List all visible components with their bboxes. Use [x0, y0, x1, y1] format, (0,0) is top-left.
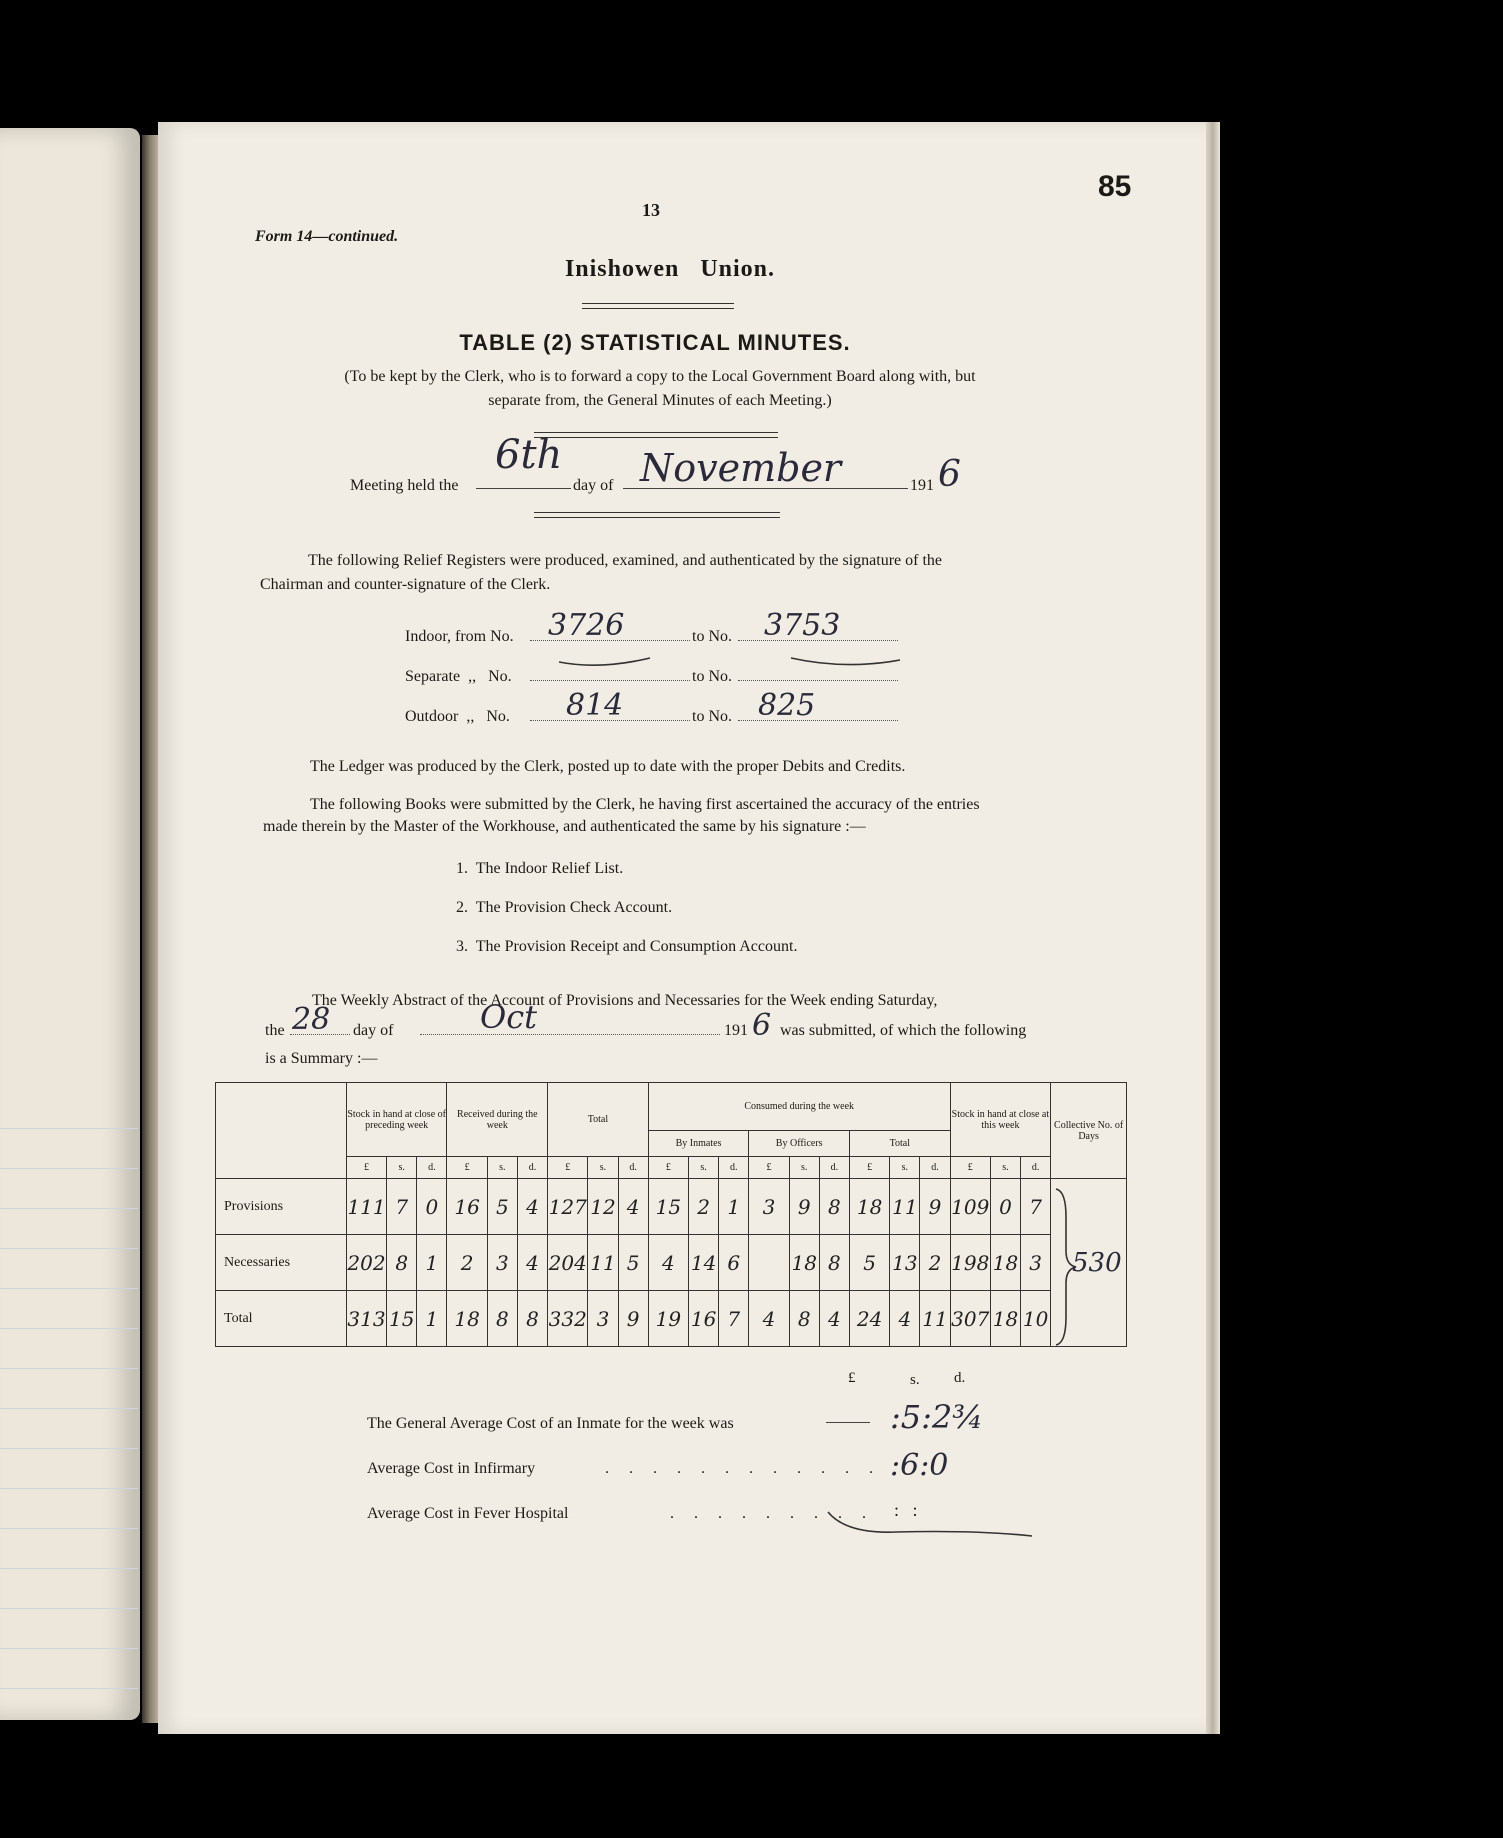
meeting-day: 6th [495, 432, 563, 478]
outdoor-label: Outdoor ,, No. [405, 708, 510, 725]
abstract-year-prefix: 191 [724, 1022, 748, 1039]
fever-hospital-value: : : [894, 1500, 918, 1520]
table-cell: 8 [387, 1235, 417, 1291]
indoor-label: Indoor, from No. [405, 628, 514, 645]
table-cell: 3 [749, 1179, 789, 1235]
table-cell: 6 [719, 1235, 749, 1291]
row-label-header [216, 1083, 347, 1179]
hdr-lsd-l: £ [648, 1157, 688, 1179]
table-cell: 111 [346, 1179, 386, 1235]
table-cell: 4 [517, 1235, 547, 1291]
abstract-submitted: was submitted, of which the following [780, 1022, 1027, 1039]
table-cell: 24 [849, 1291, 889, 1347]
table-cell: 5 [487, 1179, 517, 1235]
avg-l-header: £ [848, 1370, 856, 1386]
hdr-stock-this: Stock in hand at close at this week [950, 1083, 1051, 1157]
table-cell: 13 [890, 1235, 920, 1291]
hdr-lsd-d: d. [719, 1157, 749, 1179]
table-cell: 3 [1021, 1235, 1051, 1291]
table-cell: 1 [417, 1235, 447, 1291]
hdr-lsd-l: £ [950, 1157, 990, 1179]
hdr-lsd-l: £ [346, 1157, 386, 1179]
abstract-day: 28 [292, 1002, 331, 1037]
table-cell: 307 [950, 1291, 990, 1347]
table-cell: 2 [447, 1235, 487, 1291]
table-cell: 11 [588, 1235, 618, 1291]
outdoor-to: 825 [758, 688, 816, 723]
table-cell: 202 [346, 1235, 386, 1291]
abstract-month: Oct [480, 998, 538, 1036]
meeting-held-label: Meeting held the [350, 477, 459, 494]
table-cell: 4 [819, 1291, 849, 1347]
table-cell: 18 [990, 1235, 1020, 1291]
book-item-3: 3. The Provision Receipt and Consumption Account. [456, 938, 798, 955]
table-cell: 1 [719, 1179, 749, 1235]
table-cell: 10 [1021, 1291, 1051, 1347]
table-cell: 14 [688, 1235, 718, 1291]
table-cell: 2 [688, 1179, 718, 1235]
table-cell: 9 [920, 1179, 950, 1235]
table-cell: 198 [950, 1235, 990, 1291]
indoor-to-label: to No. [692, 628, 732, 645]
table-cell: 7 [387, 1179, 417, 1235]
title-rule [582, 303, 734, 309]
table-row [216, 1235, 1127, 1291]
general-average-value: :5:2¾ [890, 1398, 984, 1436]
table-row [216, 1179, 1127, 1235]
hdr-by-inmates: By Inmates [648, 1131, 749, 1157]
table-cell: 0 [990, 1179, 1020, 1235]
infirmary-label: Average Cost in Infirmary [367, 1460, 536, 1477]
separate-dash-marks [555, 652, 905, 672]
table-cell: 4 [517, 1179, 547, 1235]
general-average-label: The General Average Cost of an Inmate for the week was [367, 1415, 734, 1432]
instruction-line-1: (To be kept by the Clerk, who is to forward a copy to the Local Government Board along with, but [344, 368, 976, 385]
weekly-abstract-table [215, 1082, 1127, 1347]
left-page [0, 128, 140, 1720]
registers-intro-2: Chairman and counter-signature of the Clerk. [260, 576, 551, 593]
row-label: Necessaries [216, 1235, 347, 1291]
document-page [158, 122, 1216, 1734]
infirmary-dots: ............ [605, 1460, 893, 1477]
year-prefix: 191 [910, 477, 934, 494]
printed-page-number: 13 [642, 200, 660, 220]
book-item-1: 1. The Indoor Relief List. [456, 860, 624, 877]
instruction-line-2: separate from, the General Minutes of each Meeting.) [488, 392, 832, 409]
row-label: Provisions [216, 1179, 347, 1235]
indoor-from: 3726 [548, 608, 625, 643]
table-cell: 15 [387, 1291, 417, 1347]
avg-s-header: s. [910, 1372, 920, 1388]
hdr-received: Received during the week [447, 1083, 548, 1157]
table-cell: 15 [648, 1179, 688, 1235]
abstract-year: 6 [752, 1008, 772, 1043]
hdr-stock-prev: Stock in hand at close of preceding week [346, 1083, 447, 1157]
infirmary-value: :6:0 [890, 1448, 949, 1483]
table-cell: 9 [618, 1291, 648, 1347]
table-cell: 8 [487, 1291, 517, 1347]
hdr-lsd-l: £ [447, 1157, 487, 1179]
table-cell: 7 [719, 1291, 749, 1347]
table-cell: 18 [990, 1291, 1020, 1347]
table-cell: 11 [890, 1179, 920, 1235]
hdr-lsd-d: d. [417, 1157, 447, 1179]
abstract-summary: is a Summary :— [265, 1050, 378, 1067]
abstract-line-1: The Weekly Abstract of the Account of Provisions and Necessaries for the Week ending Saturday, [312, 992, 938, 1009]
abstract-the: the [265, 1022, 285, 1039]
books-intro-2: made therein by the Master of the Workhouse, and authenticated the same by his signature :— [263, 818, 866, 835]
table-cell: 16 [688, 1291, 718, 1347]
hdr-lsd-d: d. [1021, 1157, 1051, 1179]
table-cell: 5 [849, 1235, 889, 1291]
hdr-lsd-d: d. [819, 1157, 849, 1179]
hdr-lsd-l: £ [849, 1157, 889, 1179]
day-of-label: day of [573, 477, 614, 494]
table-cell: 4 [618, 1179, 648, 1235]
hdr-lsd-s: s. [990, 1157, 1020, 1179]
table-cell: 19 [648, 1291, 688, 1347]
fever-dash-mark [826, 1508, 1036, 1538]
table-cell: 8 [819, 1179, 849, 1235]
table-cell: 313 [346, 1291, 386, 1347]
table-cell: 8 [517, 1291, 547, 1347]
table-cell: 7 [1021, 1179, 1051, 1235]
union-title: Inishowen Union. [564, 256, 776, 282]
hdr-consumed: Consumed during the week [648, 1083, 950, 1131]
hdr-lsd-l: £ [749, 1157, 789, 1179]
outdoor-to-label: to No. [692, 708, 732, 725]
hdr-lsd-s: s. [387, 1157, 417, 1179]
form-label: Form 14—continued. [255, 228, 399, 245]
page-edge [1206, 122, 1220, 1734]
hdr-lsd-d: d. [618, 1157, 648, 1179]
fever-hospital-label: Average Cost in Fever Hospital [367, 1505, 569, 1522]
meeting-month: November [640, 446, 842, 490]
hdr-consumed-total: Total [849, 1131, 950, 1157]
table-cell [749, 1235, 789, 1291]
table-row [216, 1291, 1127, 1347]
indoor-to: 3753 [764, 608, 841, 643]
table-cell: 18 [849, 1179, 889, 1235]
separate-to-label: to No. [692, 668, 732, 685]
collective-days-value: 530 [1072, 1248, 1122, 1278]
table-cell: 11 [920, 1291, 950, 1347]
hdr-lsd-l: £ [548, 1157, 588, 1179]
table-cell: 8 [819, 1235, 849, 1291]
avg-d-header: d. [954, 1370, 966, 1386]
table-cell: 109 [950, 1179, 990, 1235]
row-label: Total [216, 1291, 347, 1347]
hdr-lsd-s: s. [789, 1157, 819, 1179]
hdr-lsd-s: s. [688, 1157, 718, 1179]
meeting-year: 6 [938, 454, 961, 495]
table-cell: 332 [548, 1291, 588, 1347]
hdr-lsd-s: s. [890, 1157, 920, 1179]
table-cell: 8 [789, 1291, 819, 1347]
book-item-2: 2. The Provision Check Account. [456, 899, 673, 916]
table-cell: 1 [417, 1291, 447, 1347]
hdr-collective-days: Collective No. of Days [1051, 1083, 1127, 1179]
table-cell: 16 [447, 1179, 487, 1235]
hdr-lsd-s: s. [487, 1157, 517, 1179]
fever-dots: ......... [670, 1505, 886, 1522]
table-cell: 127 [548, 1179, 588, 1235]
hdr-total: Total [548, 1083, 649, 1157]
table-cell: 9 [789, 1179, 819, 1235]
abstract-day-of: day of [353, 1022, 394, 1039]
table-title: TABLE (2) STATISTICAL MINUTES. [459, 330, 851, 355]
table-cell: 4 [648, 1235, 688, 1291]
table-cell: 204 [548, 1235, 588, 1291]
table-cell: 2 [920, 1235, 950, 1291]
rule-2 [534, 432, 778, 438]
ledger-text: The Ledger was produced by the Clerk, posted up to date with the proper Debits and Credits. [310, 758, 906, 775]
registers-intro-1: The following Relief Registers were produced, examined, and authenticated by the signature of the [308, 552, 943, 569]
rule-3 [534, 512, 780, 518]
table-cell: 4 [749, 1291, 789, 1347]
hdr-lsd-s: s. [588, 1157, 618, 1179]
table-cell: 4 [890, 1291, 920, 1347]
table-cell: 3 [588, 1291, 618, 1347]
table-cell: 18 [447, 1291, 487, 1347]
hdr-lsd-d: d. [920, 1157, 950, 1179]
table-cell: 3 [487, 1235, 517, 1291]
books-intro-1: The following Books were submitted by the Clerk, he having first ascertained the accuracy of the entries [310, 796, 980, 813]
table-cell: 5 [618, 1235, 648, 1291]
outdoor-from: 814 [566, 688, 624, 723]
stamp-number: 85 [1098, 170, 1132, 203]
hdr-by-officers: By Officers [749, 1131, 850, 1157]
table-cell: 0 [417, 1179, 447, 1235]
hdr-lsd-d: d. [517, 1157, 547, 1179]
table-cell: 18 [789, 1235, 819, 1291]
separate-label: Separate ,, No. [405, 668, 512, 685]
table-cell: 12 [588, 1179, 618, 1235]
meeting-day-line [476, 488, 571, 489]
